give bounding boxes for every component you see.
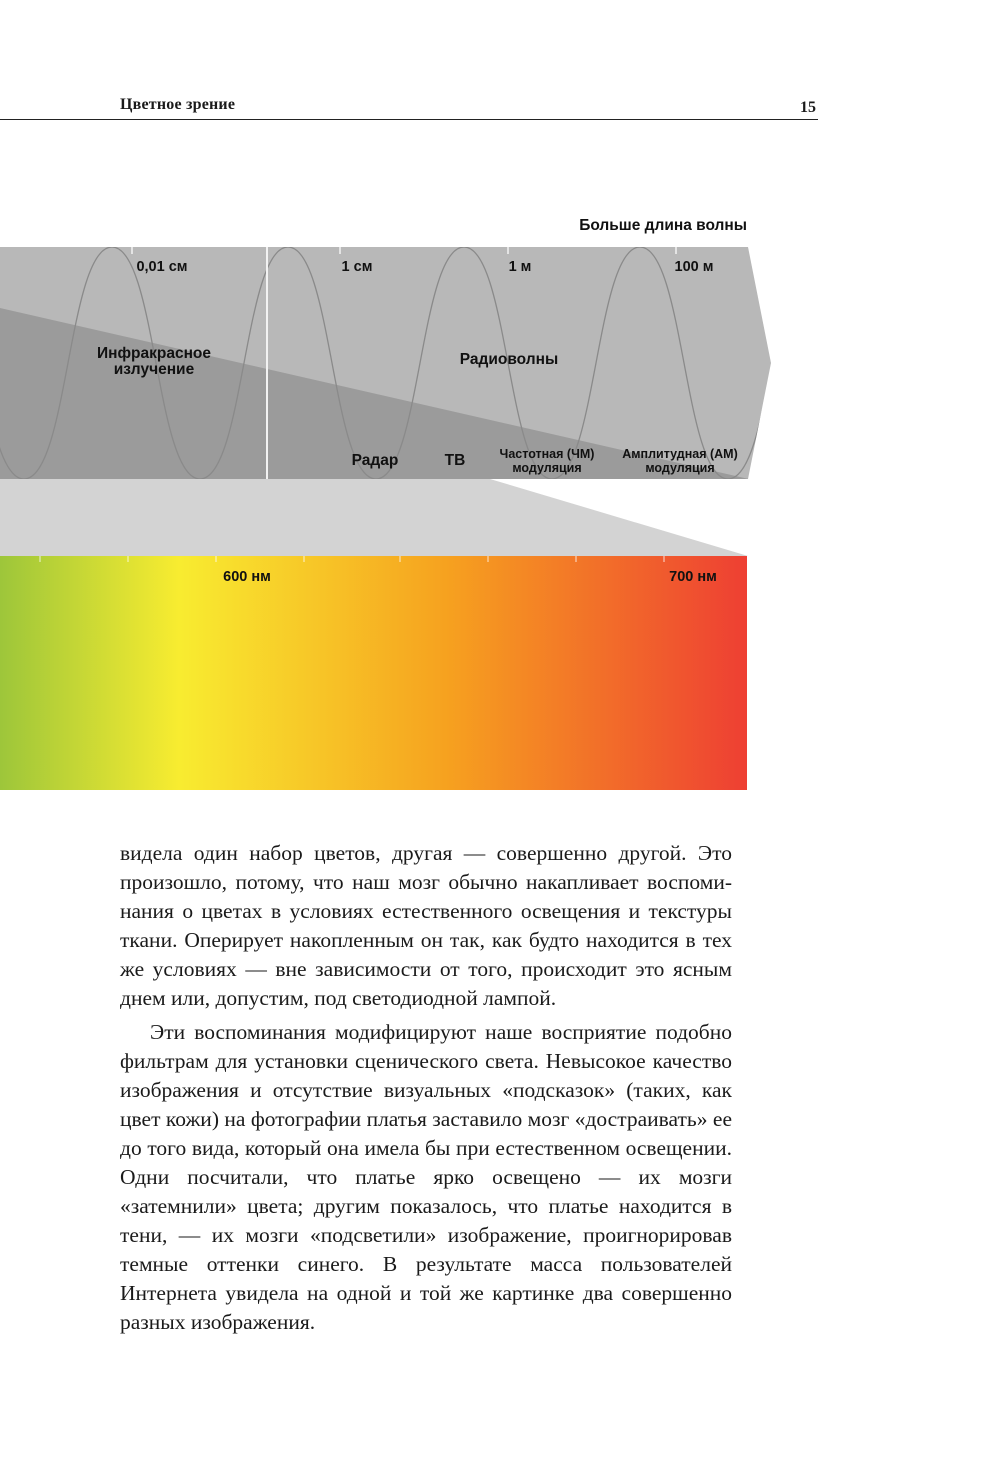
visible-label-700nm: 700 нм: [669, 569, 717, 585]
scale-label-001cm: 0,01 см: [136, 259, 188, 275]
radio-label: Радиоволны: [459, 351, 559, 368]
body-text: [120, 839, 732, 1337]
paragraph-1: видела один набор цветов, другая — совершенно другой. Это произошло, потому, что наш мозг обычно накапливает воспоминания о цветах в условиях естественного освещения и текстуры ткани. Оперирует накопленным он так, как будто находится в тех же условиях — вне зависимости от того, происходит это ясным днем или, допустим, под светодиодной лампой.: [120, 841, 732, 1010]
page-number: 15: [800, 99, 816, 116]
am-label-line1: Амплитудная (АМ): [622, 447, 738, 461]
am-label-line2: модуляция: [645, 461, 715, 475]
infrared-label-line1: Инфракрасное: [96, 345, 212, 362]
longer-wavelength-label: Больше длина волны: [579, 217, 747, 234]
scale-label-1m: 1 м: [508, 259, 532, 275]
zoom-connector: [0, 479, 748, 556]
radar-label: Радар: [351, 452, 399, 469]
fm-label-line1: Частотная (ЧМ): [499, 447, 595, 461]
paragraph-2: Эти воспоминания модифицируют наше восприятие подобно фильтрам для установки сценического света. Невысокое качество изображения и отсутствие визуальных «подсказок» (таких, как цвет кожи) на фотографии платья заставило мозг «достраивать» ее до того вида, который она имела бы при естественном освещении. Одни посчитали, что платье ярко освещено — их мозги «затемнили» цвета; другим показалось, что платье находится в тени, — их мозги «подсветили» изображение, проигнорировав темные оттенки синего. В результате масса пользователей Интернета увидела на одной и той же картинке два совершенно разных изображения.: [120, 1020, 732, 1334]
running-header-title: Цветное зрение: [120, 96, 236, 113]
infrared-label-line2: излучение: [113, 361, 195, 378]
tv-label: ТВ: [444, 452, 466, 469]
fm-label-line2: модуляция: [512, 461, 582, 475]
visible-spectrum-gradient: [0, 556, 747, 790]
scale-label-100m: 100 м: [674, 259, 714, 275]
scale-label-1cm: 1 см: [341, 259, 373, 275]
visible-label-600nm: 600 нм: [223, 569, 271, 585]
